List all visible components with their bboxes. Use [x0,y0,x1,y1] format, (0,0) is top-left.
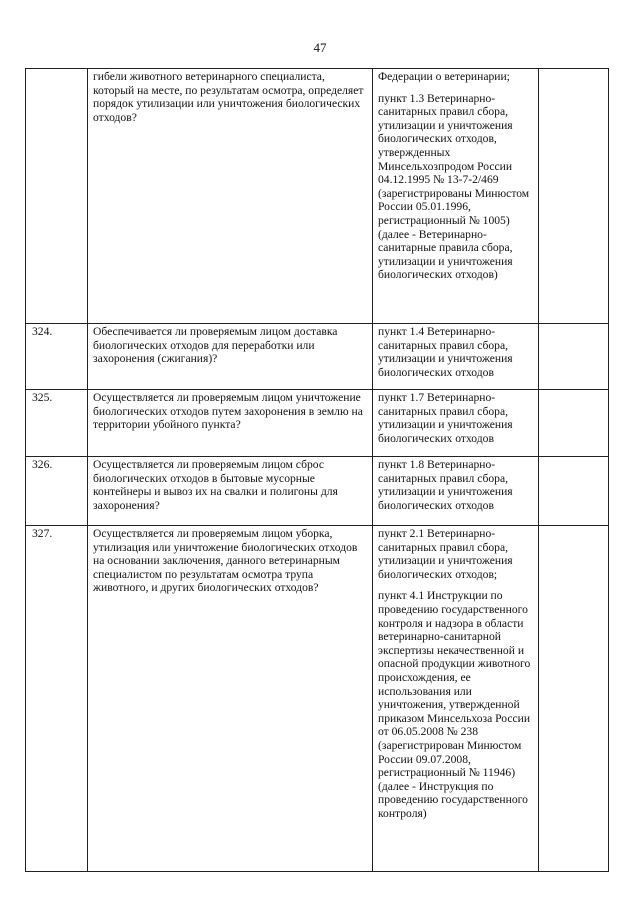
reference-paragraph: пункт 4.1 Инструкции по проведению государственного контроля и надзора в области ветеринарно-санитарной экспертизы некачественной и опасной продукции животного происхождения, ее использования или уничтожения, утвержденной приказом Минсельхоза России от 06.05.2008 № 238 (зарегистрирован Минюстом России 09.07.2008, регистрационный № 11946) (далее - Инструкция по проведению государственного контроля) [378,589,531,820]
legal-reference [373,390,539,457]
empty-cell [539,69,609,324]
question-text: Осуществляется ли проверяемым лицом уборка, утилизация или уничтожение биологических отходов на основании заключения, данного ветеринарным специалистом по результатам осмотра трупа животного, и других биологических отходов? [88,526,373,872]
reference-paragraph: пункт 1.4 Ветеринарно-санитарных правил сбора, утилизации и уничтожения биологических отходов [378,325,513,379]
row-number: 327. [26,526,88,872]
reference-paragraph: пункт 1.7 Ветеринарно-санитарных правил сбора, утилизации и уничтожения биологических отходов [378,391,513,445]
question-text: Осуществляется ли проверяемым лицом уничтожение биологических отходов путем захоронения в землю на территории убойного пункта? [88,390,373,457]
empty-cell [539,457,609,526]
reference-paragraph: пункт 2.1 Ветеринарно-санитарных правил сбора, утилизации и уничтожения биологических отходов; [378,527,513,581]
legal-reference [373,324,539,390]
reference-paragraph: Федерации о ветеринарии; [378,70,510,83]
row-number: 324. [26,324,88,390]
question-text: Обеспечивается ли проверяемым лицом доставка биологических отходов для переработки или захоронения (сжигания)? [88,324,373,390]
question-text: гибели животного ветеринарного специалиста, который на месте, по результатам осмотра, определяет порядок утилизации или уничтожения биологических отходов? [88,69,373,324]
legal-reference [373,69,539,324]
row-number [26,69,88,324]
empty-cell [539,324,609,390]
legal-reference [373,526,539,872]
reference-paragraph: пункт 1.8 Ветеринарно-санитарных правил сбора, утилизации и уничтожения биологических отходов [378,458,513,512]
page-number: 47 [313,40,327,55]
checklist-table [25,68,609,872]
table-row [26,324,609,390]
row-number: 325. [26,390,88,457]
table-row [26,390,609,457]
table-row [26,457,609,526]
empty-cell [539,526,609,872]
empty-cell [539,390,609,457]
table-row [26,526,609,872]
row-number: 326. [26,457,88,526]
table-row [26,69,609,324]
legal-reference [373,457,539,526]
question-text: Осуществляется ли проверяемым лицом сброс биологических отходов в бытовые мусорные контейнеры и вывоз их на свалки и полигоны для захоронения? [88,457,373,526]
reference-paragraph: пункт 1.3 Ветеринарно-санитарных правил сбора, утилизации и уничтожения биологических отходов, утвержденных Минсельхозпродом России 04.12.1995 № 13-7-2/469 (зарегистрированы Минюстом России 05.01.1996, регистрационный № 1005) (далее - Ветеринарно-санитарные правила сбора, утилизации и уничтожения биологических отходов) [378,91,530,282]
